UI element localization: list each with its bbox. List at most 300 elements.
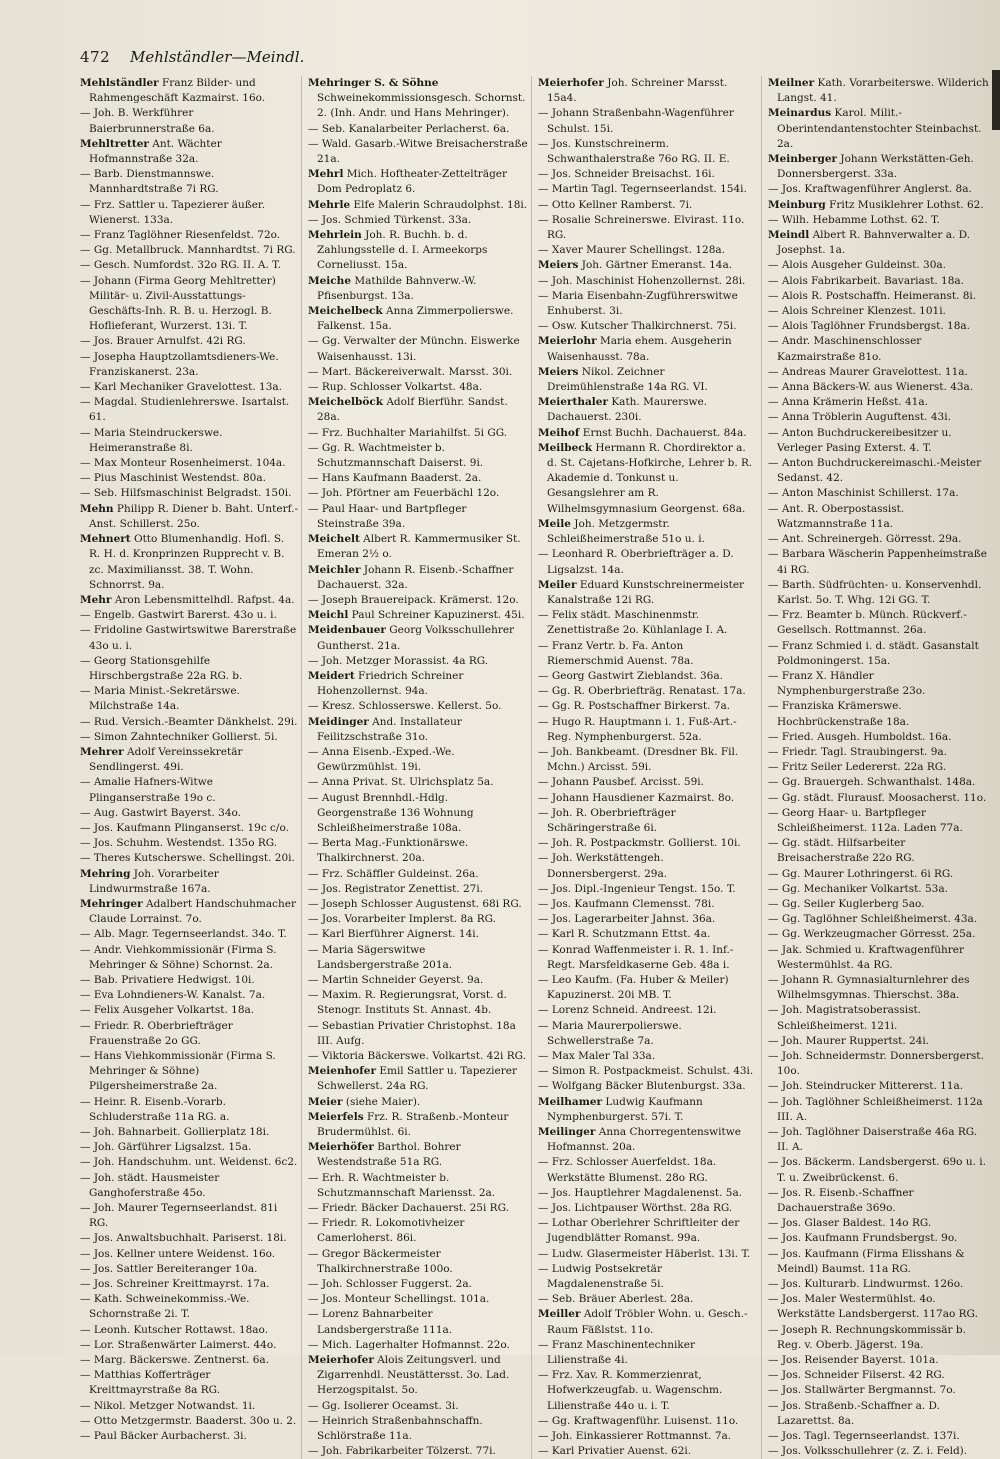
entry-details: — Gg. Isolierer Oceamst. 3i.: [308, 1399, 459, 1412]
directory-entry: [768, 1247, 991, 1277]
directory-entry: [80, 1414, 298, 1429]
entry-details: Barthol. Bohrer Westendstraße 51a RG.: [317, 1141, 461, 1169]
entry-surname: Meierlohr: [538, 335, 597, 348]
directory-entry: [308, 1201, 528, 1216]
directory-entry: [538, 365, 758, 395]
entry-details: Friedrich Schreiner Hohenzollernst. 94a.: [317, 669, 464, 698]
entry-details: Hermann R. Chordirektor a. d. St. Cajetans-Hofkirche, Lehrer b. R. Akademie d. Tonkunst u. Gesangslehrer am R. Wilhelmsgymnasium Georgenst. 68a.: [547, 441, 753, 515]
entry-details: — Berta Mag.-Funktionärswe. Thalkirchnerst. 20a.: [308, 837, 469, 865]
directory-entry: [80, 867, 298, 897]
entry-surname: Mehrer: [80, 745, 124, 758]
directory-entry: [80, 274, 298, 335]
directory-entry: [538, 851, 758, 881]
entry-details: — Jos. Hauptlehrer Magdalenenst. 5a.: [538, 1186, 743, 1199]
entry-details: — Mich. Lagerhalter Hofmannst. 22o.: [308, 1338, 510, 1351]
directory-entry: [80, 1353, 298, 1368]
entry-details: Johann Werkstätten-Geh. Donnersbergerst. 33a.: [777, 153, 974, 181]
directory-entry: [308, 1292, 528, 1307]
entry-details: — Jos. Schuhm. Westendst. 135o RG.: [80, 837, 278, 850]
directory-entry: [768, 639, 991, 669]
directory-entry: [768, 1353, 991, 1368]
entry-details: Eduard Kunstschreinermeister Kanalstraße 12i RG.: [547, 578, 745, 606]
directory-entry: [80, 988, 298, 1003]
directory-entry: [308, 274, 528, 304]
running-head: Mehlständler—Meindl.: [130, 48, 305, 66]
entry-details: — Andreas Maurer Gravelottest. 11a.: [768, 365, 968, 378]
entry-surname: Meierhofer: [308, 1354, 374, 1367]
directory-entry: [80, 943, 298, 973]
entry-details: — Joh. Einkassierer Rottmannst. 7a.: [538, 1430, 732, 1443]
entry-details: — Hugo R. Hauptmann i. 1. Fuß-Art.-Reg. Nymphenburgerst. 52a.: [538, 715, 737, 743]
directory-entry: [768, 1079, 991, 1094]
entry-details: — Max Monteur Rosenheimerst. 104a.: [80, 457, 286, 470]
entry-details: — Alb. Magr. Tegernseerlandst. 34o. T.: [80, 928, 287, 941]
directory-entry: [80, 1277, 298, 1292]
page-header: [80, 40, 970, 68]
entry-details: Emil Sattler u. Tapezierer Schwellerst. 24a RG.: [317, 1065, 517, 1093]
directory-entry: [80, 380, 298, 395]
directory-entry: [768, 213, 991, 228]
directory-entry: [308, 1399, 528, 1414]
entry-details: — Jos. Monteur Schellingst. 101a.: [308, 1293, 490, 1306]
entry-details: — Joh. Bahnarbeit. Gollierplatz 18i.: [80, 1126, 270, 1139]
directory-entry: [538, 715, 758, 745]
entry-details: Nikol. Zeichner Dreimühlenstraße 14a RG. VI.: [547, 365, 708, 394]
directory-entry: [768, 836, 991, 866]
directory-entry: [768, 198, 991, 213]
entry-surname: Meidert: [308, 669, 355, 682]
directory-entry: [80, 456, 298, 471]
directory-entry: [80, 1155, 298, 1170]
entry-details: — Jos. Anwaltsbuchhalt. Pariserst. 18i.: [80, 1232, 287, 1245]
directory-entry: [308, 1110, 528, 1140]
directory-entry: [538, 1019, 758, 1049]
directory-entry: [768, 380, 991, 395]
entry-details: — Ant. Schreinergeh. Görresst. 29a.: [768, 533, 962, 546]
entry-details: — Rud. Versich.-Beamter Dänkhelst. 29i.: [80, 715, 298, 728]
directory-entry: [768, 106, 991, 152]
directory-entry: [538, 517, 758, 547]
directory-entry: [80, 1323, 298, 1338]
entry-details: — Anna Eisenb.-Exped.-We. Gewürzmühlst. 19i.: [308, 745, 455, 774]
entry-details: — Kresz. Schlosserswe. Kellerst. 5o.: [308, 700, 502, 713]
entry-details: — August Brennhdl.-Hdlg. Georgenstraße 136 Wohnung Schleißheimerstraße 108a.: [308, 791, 474, 834]
directory-entry: [308, 882, 528, 897]
directory-entry: [308, 471, 528, 486]
directory-entry: [308, 532, 528, 562]
directory-entry: [80, 927, 298, 942]
directory-entry: [768, 775, 991, 790]
directory-entry: [80, 1095, 298, 1125]
entry-details: — Maria Minist.-Sekretärswe. Milchstraße 14a.: [80, 685, 240, 713]
directory-entry: [80, 395, 298, 425]
directory-entry: [80, 654, 298, 684]
entry-details: — Anna Krämerin Heßst. 41a.: [768, 396, 928, 409]
entry-details: — Hans Kaufmann Baaderst. 2a.: [308, 472, 482, 485]
entry-surname: Meierhofer: [538, 77, 604, 89]
directory-entry: [538, 213, 758, 243]
entry-details: — Johann (Firma Georg Mehltretter) Militär- u. Zivil-Ausstattungs-Geschäfts-Inh. R. B. u. Herzogl. B. Hoflieferant, Wurzerst. 13i. T.: [80, 274, 276, 333]
entry-details: — Maria Steindruckerswe. Heimeranstraße 8i.: [80, 426, 223, 454]
entry-details: — Friedr. R. Lokomotivheizer Camerloherst. 86i.: [308, 1217, 465, 1245]
directory-entry: [80, 684, 298, 714]
directory-entry: [768, 1095, 991, 1125]
directory-entry: [538, 1368, 758, 1414]
directory-entry: [538, 1095, 758, 1125]
directory-entry: [768, 486, 991, 501]
entry-details: Karol. Milit.-Oberintendantenstochter Steinbachst. 2a.: [777, 107, 982, 150]
entry-details: — Franz Vertr. b. Fa. Anton Riemerschmid Auenst. 78a.: [538, 639, 694, 667]
entry-details: — Gg. Verwalter der Münchn. Eiswerke Waisenhausst. 13i.: [308, 335, 520, 363]
directory-entry: [768, 228, 991, 258]
entry-details: — Franz Maschinentechniker Lilienstraße 4i.: [538, 1338, 695, 1367]
directory-entry: [308, 669, 528, 699]
entry-details: — Konrad Waffenmeister i. R. 1. Inf.-Regt. Marsfeldkaserne Geb. 48a i.: [538, 943, 734, 971]
entry-details: Albert R. Kammermusiker St. Emeran 2½ o.: [317, 533, 521, 561]
directory-entry: [308, 1307, 528, 1337]
directory-entry: [538, 669, 758, 684]
directory-entry: [538, 1064, 758, 1079]
entry-surname: Meinardus: [768, 107, 832, 120]
directory-entry: [768, 1049, 991, 1079]
directory-columns: [80, 76, 989, 1458]
directory-entry: [308, 167, 528, 197]
entry-details: — Maria Sägerswitwe Landsbergerstraße 201a.: [308, 943, 453, 971]
directory-entry: [768, 365, 991, 380]
entry-details: — Leo Kaufm. (Fa. Huber & Meiler) Kapuzinerst. 20i MB. T.: [538, 973, 729, 1002]
entry-details: — Fried. Ausgeh. Humboldst. 16a.: [768, 730, 952, 743]
entry-details: — Joh. B. Werkführer Baierbrunnerstraße 6a.: [80, 107, 215, 135]
entry-details: — Lorenz Bahnarbeiter Landsbergerstraße 111a.: [308, 1308, 453, 1336]
entry-details: — Frz. Beamter b. Münch. Rückverf.-Gesellsch. Rottmannst. 26a.: [768, 609, 967, 637]
directory-entry: [308, 380, 528, 395]
directory-entry: [768, 730, 991, 745]
entry-details: — Anton Maschinist Schillerst. 17a.: [768, 487, 959, 500]
directory-entry: [768, 334, 991, 364]
directory-entry: [768, 1277, 991, 1292]
directory-entry: [768, 912, 991, 927]
entry-surname: Mehrlein: [308, 229, 362, 242]
entry-details: Philipp R. Diener b. Baht. Unterf.-Anst. Schillerst. 25o.: [89, 502, 298, 530]
entry-details: — Jos. Reisender Bayerst. 101a.: [768, 1354, 939, 1367]
entry-details: Frz. R. Straßenb.-Monteur Brudermühlst. 6i.: [317, 1110, 509, 1139]
directory-entry: [538, 395, 758, 425]
directory-entry: [538, 836, 758, 851]
directory-entry: [768, 806, 991, 836]
entry-details: — Joh. Bankbeamt. (Dresdner Bk. Fil. Mchn.) Arcisst. 59i.: [538, 745, 739, 774]
entry-details: — Joh. Gärführer Ligsalzst. 15a.: [80, 1141, 252, 1154]
entry-details: — Joh. Pförtner am Feuerbächl 12o.: [308, 487, 500, 500]
entry-surname: Meile: [538, 517, 571, 530]
directory-entry: [768, 1216, 991, 1231]
entry-details: Adolf Bierführ. Sandst. 28a.: [317, 396, 508, 424]
entry-details: — Frz. Xav. R. Kommerzienrat, Hofwerkzeugfab. u. Wagenschm. Lilienstraße 44o u. i. T.: [538, 1369, 723, 1412]
directory-entry: [768, 927, 991, 942]
column-1: [80, 76, 302, 1459]
entry-details: — Jos. Volksschullehrer (z. Z. i. Feld).: [768, 1445, 968, 1458]
entry-details: — Alois Taglöhner Frundsbergst. 18a.: [768, 320, 970, 333]
directory-entry: [538, 1262, 758, 1292]
entry-details: — Xaver Maurer Schellingst. 128a.: [538, 244, 725, 257]
directory-entry: [768, 304, 991, 319]
entry-details: — Gg. R. Oberbriefträg. Renatast. 17a.: [538, 685, 746, 698]
directory-entry: [538, 426, 758, 441]
entry-details: Joh. Vorarbeiter Lindwurmstraße 167a.: [89, 867, 219, 895]
directory-entry: [538, 76, 758, 106]
entry-details: — Joh. Magistratsoberassist. Schleißheimerst. 121i.: [768, 1004, 922, 1032]
entry-details: — Friedr. Tagl. Straubingerst. 9a.: [768, 745, 947, 758]
entry-surname: Mehr: [80, 593, 112, 606]
entry-details: — Mart. Bäckereiverwalt. Marsst. 30i.: [308, 365, 513, 378]
entry-details: Johann R. Eisenb.-Schaffner Dachauerst. 32a.: [317, 563, 514, 591]
directory-entry: [768, 1034, 991, 1049]
directory-entry: [308, 593, 528, 608]
entry-details: — Ludwig Postsekretär Magdalenenstraße 5i.: [538, 1262, 664, 1291]
directory-entry: [80, 1247, 298, 1262]
entry-details: — Gg. städt. Hilfsarbeiter Breisacherstraße 22o RG.: [768, 837, 915, 865]
entry-details: — Gg. Metallbruck. Mannhardtst. 7i RG.: [80, 244, 296, 257]
entry-details: — Paul Bäcker Aurbacherst. 3i.: [80, 1430, 247, 1443]
directory-entry: [308, 715, 528, 745]
entry-details: — Johann Straßenbahn-Wagenführer Schulst. 15i.: [538, 107, 734, 135]
directory-entry: [308, 943, 528, 973]
entry-details: — Jos. Schreiner Kreittmayrst. 17a.: [80, 1278, 270, 1291]
directory-entry: [80, 623, 298, 653]
entry-surname: Meilinger: [538, 1126, 596, 1139]
entry-details: Franz Bilder- und Rahmengeschäft Kazmairst. 16o.: [89, 77, 266, 105]
directory-entry: [308, 563, 528, 593]
directory-entry: [538, 198, 758, 213]
directory-entry: [538, 1429, 758, 1444]
entry-surname: Meiers: [538, 365, 579, 378]
directory-entry: [308, 1353, 528, 1399]
entry-details: — Jak. Schmied u. Kraftwagenführer Westermühlst. 4a RG.: [768, 943, 965, 971]
directory-entry: [308, 137, 528, 167]
directory-entry: [80, 471, 298, 486]
directory-entry: [80, 502, 298, 532]
directory-entry: [768, 943, 991, 973]
directory-entry: [80, 775, 298, 805]
entry-details: Maria ehem. Ausgeherin Waisenhausst. 78a.: [547, 335, 732, 363]
entry-details: — Sebastian Privatier Christophst. 18a III. Aufg.: [308, 1019, 516, 1047]
entry-details: — Jos. Kaufmann Frundsbergst. 9o.: [768, 1232, 958, 1245]
entry-details: — Anton Buchdruckereibesitzer u. Verleger Pasing Exterst. 4. T.: [768, 426, 952, 454]
directory-entry: [768, 1383, 991, 1398]
entry-details: — Joh. städt. Hausmeister Ganghoferstraße 45o.: [80, 1171, 220, 1199]
entry-details: Aron Lebensmittelhdl. Rafpst. 4a.: [111, 593, 295, 606]
entry-details: — Georg Gastwirt Zieblandst. 36a.: [538, 669, 723, 682]
directory-entry: [80, 334, 298, 349]
directory-entry: [768, 791, 991, 806]
directory-entry: [538, 137, 758, 167]
entry-details: — Joh. Maurer Tegernseerlandst. 81i RG.: [80, 1202, 278, 1230]
entry-details: — Maria Eisenbahn-Zugführerswitwe Enhuberst. 3i.: [538, 289, 738, 318]
directory-entry: [80, 715, 298, 730]
entry-details: — Joh. Steindrucker Mittererst. 11a.: [768, 1080, 964, 1093]
directory-entry: [538, 927, 758, 942]
directory-entry: [308, 1171, 528, 1201]
entry-details: — Gg. Seiler Kuglerberg 5ao.: [768, 897, 925, 910]
directory-entry: [80, 897, 298, 927]
directory-entry: [538, 1049, 758, 1064]
entry-details: Joh. Schreiner Marsst. 15a4.: [547, 77, 728, 105]
directory-entry: [538, 106, 758, 136]
directory-entry: [768, 699, 991, 729]
directory-entry: [538, 258, 758, 273]
entry-details: — Joh. R. Postpackmstr. Gollierst. 10i.: [538, 837, 741, 850]
entry-details: Joh. R. Buchh. b. d. Zahlungsstelle d. I. Armeekorps Corneliusst. 15a.: [317, 229, 488, 272]
directory-entry: [80, 1399, 298, 1414]
entry-surname: Meienhofer: [308, 1065, 376, 1078]
entry-details: — Gesch. Numfordst. 32o RG. II. A. T.: [80, 259, 281, 272]
directory-entry: [768, 1323, 991, 1353]
directory-entry: [308, 1338, 528, 1353]
entry-details: — Joseph Schlosser Augustenst. 68i RG.: [308, 897, 522, 910]
directory-entry: [80, 243, 298, 258]
directory-entry: [308, 1444, 528, 1459]
entry-details: — Magdal. Studienlehrerswe. Isartalst. 61.: [80, 396, 290, 424]
directory-entry: [538, 1079, 758, 1094]
entry-surname: Mehnert: [80, 533, 131, 546]
entry-details: — Anna Privat. St. Ulrichsplatz 5a.: [308, 776, 494, 789]
entry-details: — Jos. R. Eisenb.-Schaffner Dachauerstraße 369o.: [768, 1186, 914, 1215]
entry-details: — Jos. Tagl. Tegernseerlandst. 137i.: [768, 1430, 960, 1443]
directory-entry: [768, 1399, 991, 1429]
entry-surname: Meierthaler: [538, 396, 608, 409]
directory-entry: [538, 1155, 758, 1185]
entry-details: Mich. Hoftheater-Zettelträger Dom Pedroplatz 6.: [317, 168, 508, 196]
entry-details: — Andr. Maschinenschlosser Kazmairstraße 81o.: [768, 335, 922, 363]
entry-details: — Jos. Straßenb.-Schaffner a. D. Lazarettst. 8a.: [768, 1399, 940, 1427]
entry-details: — Maria Maurerpolierswe. Schwellerstraße 7a.: [538, 1019, 682, 1047]
directory-entry: [308, 654, 528, 669]
directory-entry: [768, 760, 991, 775]
directory-entry: [80, 821, 298, 836]
entry-details: — Rosalie Schreinerswe. Elvirast. 11o. RG.: [538, 213, 745, 242]
entry-details: — Jos. Kulturarb. Lindwurmst. 126o.: [768, 1278, 964, 1291]
entry-details: — Gregor Bäckermeister Thalkirchnerstraße 100o.: [308, 1247, 453, 1275]
entry-details: Adolf Vereinssekretär Sendlingerst. 49i.: [89, 745, 243, 774]
entry-details: — Joh. Werkstättengeh. Donnersbergerst. 29a.: [538, 852, 668, 880]
directory-entry: [80, 1429, 298, 1444]
directory-entry: [538, 745, 758, 775]
entry-surname: Mehrl: [308, 168, 344, 181]
entry-details: Kath. Vorarbeiterswe. Wilderich Langst. 41.: [777, 77, 989, 105]
directory-entry: [308, 867, 528, 882]
directory-entry: [80, 593, 298, 608]
entry-details: Joh. Metzgermstr. Schleißheimerstraße 51o u. i.: [547, 517, 705, 546]
entry-details: — Aug. Gastwirt Bayerst. 34o.: [80, 806, 242, 819]
entry-details: — Friedr. R. Oberbriefträger Frauenstraße 2o GG.: [80, 1019, 233, 1047]
entry-details: — Gg. Werkzeugmacher Görresst. 25a.: [768, 928, 976, 941]
entry-details: — Jos. Glaser Baldest. 14o RG.: [768, 1217, 932, 1230]
directory-entry: [538, 1216, 758, 1246]
column-4: [768, 76, 994, 1459]
directory-entry: [538, 547, 758, 577]
directory-entry: [538, 912, 758, 927]
entry-details: — Jos. Lichtpauser Wörthst. 28a RG.: [538, 1202, 733, 1215]
entry-details: — Jos. Vorarbeiter Implerst. 8a RG.: [308, 913, 496, 926]
entry-details: — Frz. Schäffler Guldeinst. 26a.: [308, 867, 479, 880]
entry-details: Georg Volksschullehrer Guntherst. 21a.: [317, 624, 515, 652]
entry-details: — Frz. Buchhalter Mariahilfst. 5i GG.: [308, 426, 508, 439]
directory-entry: [308, 988, 528, 1018]
directory-entry: [538, 1444, 758, 1459]
entry-details: — Frz. Schlosser Auerfeldst. 18a. Werkstätte Blumenst. 28o RG.: [538, 1156, 717, 1184]
entry-details: — Lothar Oberlehrer Schriftleiter der Jugendblätter Romanst. 99a.: [538, 1217, 740, 1245]
directory-entry: [538, 882, 758, 897]
entry-details: — Alois Schreiner Klenzest. 101i.: [768, 305, 946, 318]
directory-entry: [308, 1247, 528, 1277]
entry-details: — Ant. R. Oberpostassist. Watzmannstraße 11a.: [768, 502, 905, 530]
directory-entry: [768, 258, 991, 273]
entry-details: — Joh. Taglöhner Schleißheimerst. 112a III. A.: [768, 1095, 983, 1123]
directory-entry: [768, 669, 991, 699]
directory-entry: [80, 1368, 298, 1398]
directory-entry: [80, 1201, 298, 1231]
directory-entry: [768, 274, 991, 289]
directory-entry: [308, 775, 528, 790]
entry-details: — Kath. Schweinekommiss.-We. Schornstraße 2i. T.: [80, 1293, 250, 1321]
entry-details: — Franz Taglöhner Riesenfeldst. 72o.: [80, 229, 281, 242]
entry-details: — Anton Buchdruckereimaschi.-Meister Sedanst. 42.: [768, 457, 982, 485]
entry-details: — Jos. Schmied Türkenst. 33a.: [308, 213, 472, 226]
directory-entry: [80, 1338, 298, 1353]
entry-details: Alois Zeitungsverl. und Zigarrenhdl. Neustättersst. 3o. Lad. Herzogspitalst. 5o.: [317, 1354, 510, 1397]
entry-details: — Heinr. R. Eisenb.-Vorarb. Schluderstraße 11a RG. a.: [80, 1095, 230, 1123]
directory-entry: [80, 486, 298, 501]
entry-details: — Ludw. Glasermeister Häberlst. 13i. T.: [538, 1247, 751, 1260]
entry-details: — Otto Kellner Ramberst. 7i.: [538, 198, 693, 211]
directory-entry: [768, 882, 991, 897]
entry-details: — Joh. Schneidermstr. Donnersbergerst. 10o.: [768, 1050, 984, 1078]
entry-details: — Franziska Krämerswe. Hochbrückenstraße 18a.: [768, 700, 910, 728]
entry-details: — Amalie Hafners-Witwe Plinganserstraße 19o c.: [80, 776, 216, 804]
directory-entry: [308, 699, 528, 714]
entry-details: — Viktoria Bäckerswe. Volkartst. 42i RG.: [308, 1050, 526, 1062]
directory-entry: [308, 836, 528, 866]
entry-details: — Gg. R. Postschaffner Birkerst. 7a.: [538, 700, 731, 713]
directory-entry: [80, 228, 298, 243]
entry-details: — Theres Kutscherswe. Schellingst. 20i.: [80, 852, 295, 865]
entry-details: — Max Maler Tal 33a.: [538, 1050, 656, 1062]
directory-entry: [80, 973, 298, 988]
entry-details: — Fritz Seiler Ledererst. 22a RG.: [768, 761, 947, 774]
directory-entry: [80, 1049, 298, 1095]
entry-details: — Gg. Taglöhner Schleißheimerst. 43a.: [768, 913, 978, 926]
entry-details: — Jos. Registrator Zenettist. 27i.: [308, 882, 484, 895]
entry-surname: Meichler: [308, 563, 361, 576]
directory-entry: [768, 532, 991, 547]
entry-details: — Gg. Kraftwagenführ. Luisenst. 11o.: [538, 1414, 739, 1427]
directory-entry: [538, 167, 758, 182]
entry-details: — Lor. Straßenwärter Laimerst. 44o.: [80, 1338, 277, 1351]
entry-surname: Meiers: [538, 259, 579, 272]
entry-surname: Meinberger: [768, 153, 838, 166]
directory-entry: [308, 122, 528, 137]
directory-entry: [768, 1003, 991, 1033]
entry-surname: Meilner: [768, 77, 815, 89]
directory-entry: [80, 1003, 298, 1018]
directory-entry: [768, 1292, 991, 1322]
entry-details: — Joh. Maurer Ruppertst. 24i.: [768, 1034, 930, 1047]
directory-entry: [538, 274, 758, 289]
directory-entry: [308, 486, 528, 501]
directory-entry: [538, 1292, 758, 1307]
directory-entry: [308, 395, 528, 425]
directory-entry: [768, 182, 991, 197]
directory-entry: [80, 1262, 298, 1277]
